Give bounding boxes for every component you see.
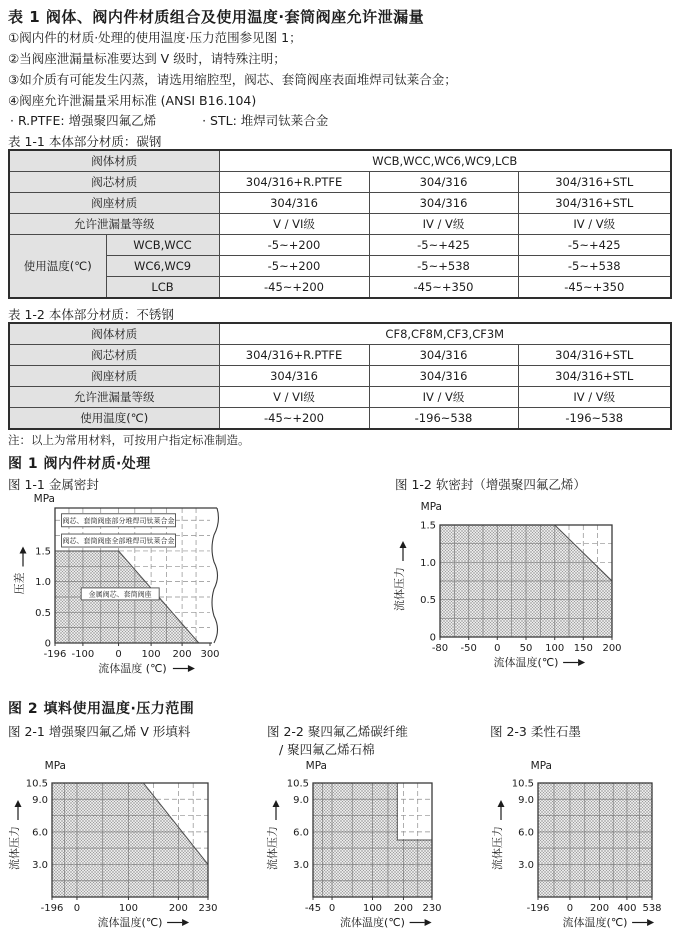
cell: V / VI级 — [219, 214, 369, 235]
svg-text:-50: -50 — [460, 643, 477, 654]
cell: 304/316 — [219, 193, 369, 214]
table-row — [9, 408, 671, 430]
svg-text:538: 538 — [642, 903, 662, 914]
svg-text:0: 0 — [328, 903, 336, 914]
svg-text:0: 0 — [44, 638, 51, 650]
svg-text:阀芯、套筒阀座部分堆焊司钛莱合金: 阀芯、套筒阀座部分堆焊司钛莱合金 — [62, 516, 175, 525]
table-row — [9, 172, 671, 193]
svg-text:流体温度 (℃): 流体温度 (℃) — [98, 662, 167, 675]
svg-text:100: 100 — [118, 903, 138, 914]
svg-text:200: 200 — [590, 903, 610, 914]
svg-text:0: 0 — [494, 643, 501, 654]
cell: 304/316+STL — [518, 172, 671, 193]
svg-text:流体温度(℃): 流体温度(℃) — [340, 916, 405, 929]
table-row — [9, 323, 671, 345]
fig2-heading: 图 2 填料使用温度·压力范围 — [8, 701, 195, 717]
note-1: ①阀内件的材质·处理的使用温度·压力范围参见图 1； — [8, 30, 302, 45]
table2-caption: 表 1-2 本体部分材质：不锈钢 — [8, 307, 174, 322]
svg-text:1.0: 1.0 — [35, 577, 51, 589]
cell: -5~+200 — [219, 235, 369, 256]
svg-text:0.5: 0.5 — [35, 607, 51, 619]
table-row — [9, 235, 671, 256]
table-row — [9, 345, 671, 366]
svg-text:流体温度(℃): 流体温度(℃) — [493, 656, 559, 669]
row-label: 阀体材质 — [9, 150, 219, 172]
note-4: ④阀座允许泄漏量采用标准 (ANSI B16.104) — [8, 93, 257, 108]
row-label: 阀芯材质 — [9, 345, 219, 366]
table-row — [9, 150, 671, 172]
cell: V / VI级 — [219, 387, 369, 408]
svg-text:-100: -100 — [71, 649, 95, 660]
row-sublabel: WCB,WCC — [106, 235, 219, 256]
svg-text:100: 100 — [545, 643, 565, 654]
fig1-heading: 图 1 阀内件材质·处理 — [8, 456, 151, 472]
notes-block — [8, 27, 457, 111]
svg-text:10.5: 10.5 — [286, 778, 309, 790]
legend-rptfe: · R.PTFE: 增强聚四氟乙烯 — [10, 113, 157, 128]
note-3: ③如介质有可能发生闪蒸，请选用缩腔型，阀芯、套筒阀座表面堆焊司钛莱合金； — [8, 72, 457, 87]
row-label: 允许泄漏量等级 — [9, 214, 219, 235]
svg-text:0: 0 — [566, 903, 574, 914]
chart-fig1-1-metal-seal — [10, 492, 250, 696]
svg-text:6.0: 6.0 — [293, 827, 309, 839]
cell: IV / V级 — [518, 214, 671, 235]
cell: 304/316+R.PTFE — [219, 345, 369, 366]
temp-group-label: 使用温度(℃) — [9, 235, 106, 299]
cell: 304/316+R.PTFE — [219, 172, 369, 193]
svg-text:10.5: 10.5 — [25, 778, 48, 790]
cell: -5~+425 — [518, 235, 671, 256]
svg-text:400: 400 — [617, 903, 637, 914]
svg-text:-80: -80 — [431, 643, 449, 654]
svg-text:金属阀芯、套筒阀座: 金属阀芯、套筒阀座 — [88, 590, 152, 599]
row-label: 阀座材质 — [9, 366, 219, 387]
svg-text:230: 230 — [198, 903, 218, 914]
table-row — [9, 193, 671, 214]
chart-fig2-2-ptfe-carbon — [263, 752, 485, 935]
cell: 304/316+STL — [518, 193, 671, 214]
table-row — [9, 256, 671, 277]
fig2-3-title: 图 2-3 柔性石墨 — [490, 724, 581, 739]
row-label: 阀座材质 — [9, 193, 219, 214]
cell: 304/316 — [369, 345, 518, 366]
fig2-1-title: 图 2-1 增强聚四氟乙烯 V 形填料 — [8, 724, 191, 739]
svg-text:MPa: MPa — [44, 760, 66, 772]
svg-text:流体压力: 流体压力 — [393, 567, 406, 611]
chart-fig2-1-vptfe-packing — [5, 752, 240, 935]
row-label: 使用温度(℃) — [9, 408, 219, 430]
svg-text:200: 200 — [168, 903, 188, 914]
cell: -45~+350 — [518, 277, 671, 299]
fig1-1-title: 图 1-1 金属密封 — [8, 477, 99, 492]
table-row — [9, 366, 671, 387]
table-carbon-steel — [8, 149, 672, 299]
cell: -45~+200 — [219, 408, 369, 430]
svg-text:200: 200 — [393, 903, 413, 914]
svg-text:流体温度(℃): 流体温度(℃) — [97, 916, 163, 929]
row-sublabel: LCB — [106, 277, 219, 299]
svg-text:0: 0 — [73, 903, 81, 914]
svg-text:6.0: 6.0 — [518, 827, 534, 839]
abbreviation-legend — [10, 111, 328, 129]
svg-text:200: 200 — [602, 643, 622, 654]
svg-text:9.0: 9.0 — [518, 794, 534, 806]
fig1-2-title: 图 1-2 软密封（增强聚四氟乙烯） — [395, 477, 586, 492]
svg-text:200: 200 — [172, 649, 192, 660]
svg-text:-196: -196 — [43, 649, 67, 660]
svg-text:流体压力: 流体压力 — [8, 826, 21, 870]
chart-fig1-2-soft-seal — [390, 492, 675, 696]
svg-text:压差: 压差 — [13, 572, 26, 595]
svg-text:流体压力: 流体压力 — [266, 826, 279, 870]
cell: 304/316+STL — [518, 366, 671, 387]
cell: -5~+538 — [369, 256, 518, 277]
cell: 304/316 — [219, 366, 369, 387]
table-row — [9, 277, 671, 299]
table-stainless-steel — [8, 322, 672, 430]
svg-text:1.5: 1.5 — [420, 520, 436, 532]
cell: 304/316 — [369, 193, 518, 214]
chart-fig2-3-graphite — [488, 752, 680, 935]
svg-text:3.0: 3.0 — [518, 859, 534, 871]
svg-text:MPa: MPa — [305, 760, 327, 772]
svg-text:100: 100 — [141, 649, 161, 660]
cell: 304/316 — [369, 172, 518, 193]
cell: -5~+425 — [369, 235, 518, 256]
cell: -45~+350 — [369, 277, 518, 299]
svg-text:6.0: 6.0 — [32, 827, 48, 839]
row-sublabel: WC6,WC9 — [106, 256, 219, 277]
svg-text:MPa: MPa — [420, 501, 442, 513]
svg-text:50: 50 — [519, 643, 533, 654]
svg-text:3.0: 3.0 — [32, 859, 48, 871]
cell-body-materials: WCB,WCC,WC6,WC9,LCB — [219, 150, 671, 172]
svg-text:-45: -45 — [304, 903, 322, 914]
row-label: 阀芯材质 — [9, 172, 219, 193]
cell: -45~+200 — [219, 277, 369, 299]
svg-text:9.0: 9.0 — [293, 794, 309, 806]
note-2: ②当阀座泄漏量标准要达到 V 级时，请特殊注明； — [8, 51, 286, 66]
svg-text:100: 100 — [362, 903, 383, 914]
table1-caption: 表 1-1 本体部分材质：碳钢 — [8, 134, 162, 149]
svg-text:MPa: MPa — [530, 760, 552, 772]
cell: IV / V级 — [518, 387, 671, 408]
svg-text:-196: -196 — [526, 903, 550, 914]
cell-body-materials: CF8,CF8M,CF3,CF3M — [219, 323, 671, 345]
cell: IV / V级 — [369, 387, 518, 408]
svg-text:1.5: 1.5 — [35, 546, 51, 558]
svg-text:1.0: 1.0 — [420, 557, 436, 569]
cell: IV / V级 — [369, 214, 518, 235]
svg-text:0: 0 — [429, 632, 436, 644]
svg-text:流体压力: 流体压力 — [491, 826, 504, 870]
svg-text:-196: -196 — [40, 903, 64, 914]
cell: 304/316 — [369, 366, 518, 387]
row-label: 阀体材质 — [9, 323, 219, 345]
cell: -196~538 — [369, 408, 518, 430]
svg-text:230: 230 — [422, 903, 442, 914]
svg-text:9.0: 9.0 — [32, 794, 48, 806]
table-row — [9, 387, 671, 408]
fig2-2-title-line2: / 聚四氟乙烯石棉 — [279, 742, 375, 757]
cell: -5~+200 — [219, 256, 369, 277]
cell: 304/316+STL — [518, 345, 671, 366]
svg-text:150: 150 — [573, 643, 593, 654]
svg-text:MPa: MPa — [33, 493, 55, 505]
svg-text:300: 300 — [200, 649, 220, 660]
cell: -196~538 — [518, 408, 671, 430]
svg-text:3.0: 3.0 — [293, 859, 309, 871]
legend-stl: · STL: 堆焊司钛莱合金 — [202, 113, 329, 128]
cell: -5~+538 — [518, 256, 671, 277]
svg-text:0: 0 — [115, 649, 122, 660]
fig2-2-title-line1: 图 2-2 聚四氟乙烯碳纤维 — [267, 724, 408, 739]
svg-text:10.5: 10.5 — [511, 778, 534, 790]
table-row — [9, 214, 671, 235]
row-label: 允许泄漏量等级 — [9, 387, 219, 408]
table-footnote: 注：以上为常用材料，可按用户指定标准制造。 — [8, 433, 250, 447]
page-title: 表 1 阀体、阀内件材质组合及使用温度·套筒阀座允许泄漏量 — [8, 8, 425, 26]
svg-text:流体温度(℃): 流体温度(℃) — [562, 916, 628, 929]
svg-text:0.5: 0.5 — [420, 595, 436, 607]
svg-text:阀芯、套筒阀座全部堆焊司钛莱合金: 阀芯、套筒阀座全部堆焊司钛莱合金 — [62, 537, 175, 546]
